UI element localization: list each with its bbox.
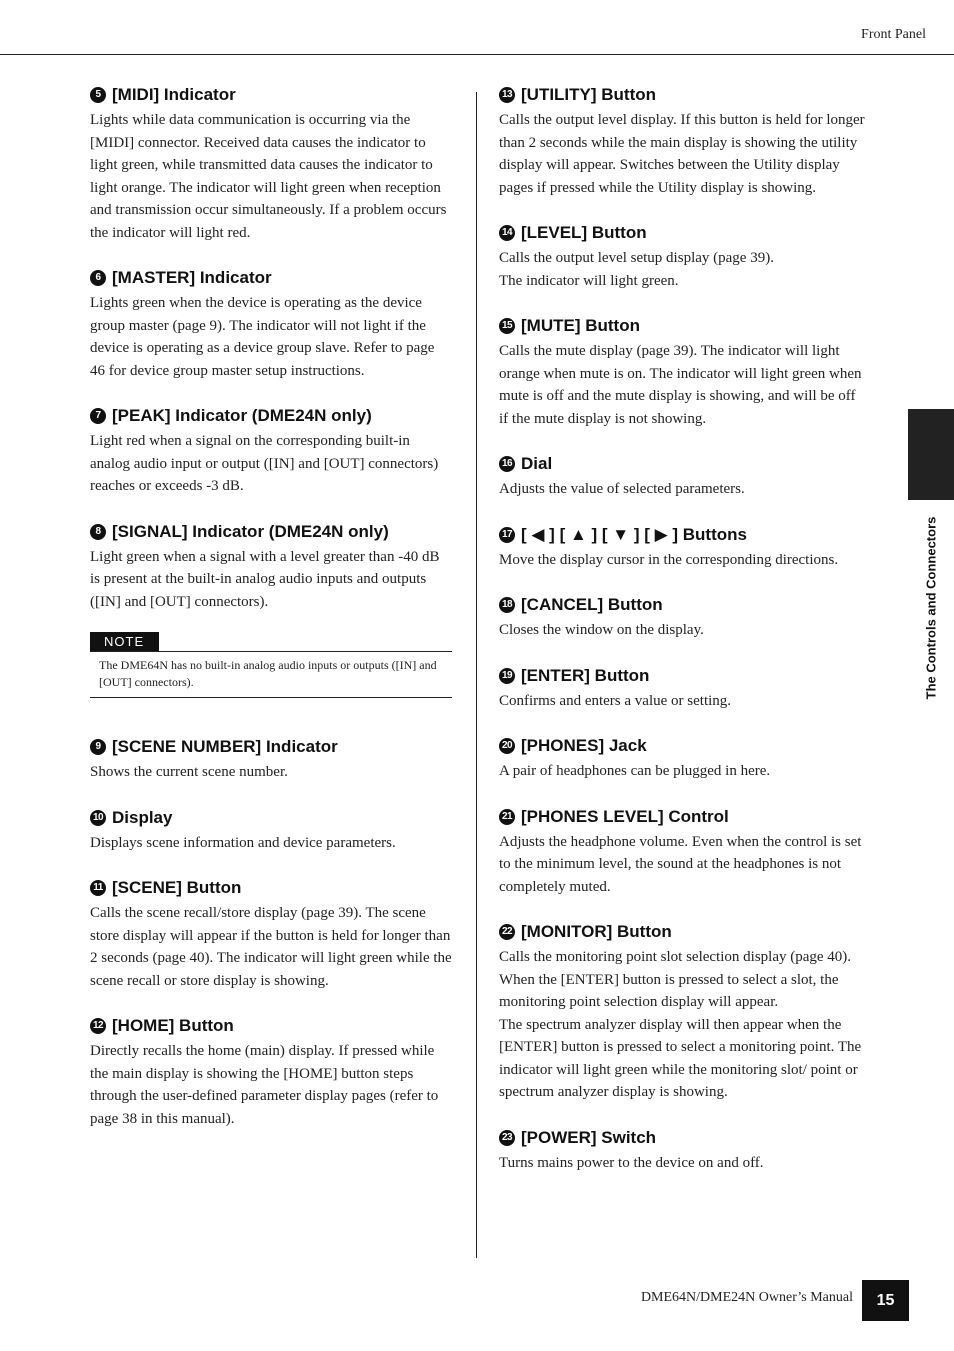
column-divider xyxy=(476,92,477,1258)
right-column xyxy=(499,84,867,1197)
number-badge: 22 xyxy=(499,924,515,940)
item-title: [SCENE] Button xyxy=(112,878,242,897)
item-title: [ENTER] Button xyxy=(521,665,650,685)
note-label: NOTE xyxy=(90,632,159,651)
item-level-button xyxy=(499,222,867,292)
item-body: Light red when a signal on the corresponding built-in analog audio input or output ([IN] and [OUT] connectors) reaches or exceeds -3 dB. xyxy=(90,433,439,494)
item-heading xyxy=(90,521,452,543)
item-body: Calls the scene recall/store display (page 39). The scene store display will appear if the button is held for longer than 2 seconds (page 40). The indicator will light green while the scene recall or store display is showing. xyxy=(90,905,452,989)
item-heading xyxy=(499,594,867,616)
note-header xyxy=(90,632,452,652)
left-column xyxy=(90,84,452,1153)
number-badge: 11 xyxy=(90,880,106,896)
number-badge: 18 xyxy=(499,597,515,613)
item-phones-jack xyxy=(499,735,867,783)
item-title: [ ◀ ] [ ▲ ] [ ▼ ] [ ▶ ] Buttons xyxy=(521,524,747,544)
item-title: [MIDI] Indicator xyxy=(112,85,236,104)
item-heading xyxy=(499,1127,867,1149)
number-badge: 21 xyxy=(499,809,515,825)
number-badge: 19 xyxy=(499,668,515,684)
item-home-button xyxy=(90,1015,452,1130)
item-title: [PHONES LEVEL] Control xyxy=(521,806,729,826)
item-title: [PHONES] Jack xyxy=(521,736,647,755)
running-header: Front Panel xyxy=(861,27,926,42)
section-tab-marker xyxy=(908,409,954,500)
item-title: [SIGNAL] Indicator (DME24N only) xyxy=(112,521,389,541)
item-body: Confirms and enters a value or setting. xyxy=(499,692,732,709)
item-heading xyxy=(499,222,867,244)
item-master-indicator xyxy=(90,267,452,382)
item-title: [PEAK] Indicator (DME24N only) xyxy=(112,406,372,425)
number-badge: 15 xyxy=(499,318,515,334)
item-body: Calls the output level setup display (page 39). xyxy=(499,250,774,266)
item-body: Shows the current scene number. xyxy=(90,764,288,780)
item-heading xyxy=(499,921,867,943)
item-title: [LEVEL] Button xyxy=(521,223,647,242)
item-body: Move the display cursor in the corresponding directions. xyxy=(499,551,839,568)
item-midi-indicator xyxy=(90,84,452,244)
item-monitor-button xyxy=(499,921,867,1104)
item-utility-button xyxy=(499,84,867,199)
item-body: Adjusts the headphone volume. Even when the control is set to the minimum level, the sound at the headphones is not completely muted. xyxy=(499,833,862,895)
item-body: Lights while data communication is occurring via the [MIDI] connector. Received data causes the indicator to light green, while transmitted data causes the indicator to light orange. The indicator will light green when reception and transmission occur simultaneously. If a problem occurs the indicator will light red. xyxy=(90,112,447,241)
item-heading xyxy=(499,84,867,106)
number-badge: 17 xyxy=(499,527,515,543)
item-peak-indicator xyxy=(90,405,452,498)
item-body: Turns mains power to the device on and off. xyxy=(499,1154,764,1171)
item-title: [POWER] Switch xyxy=(521,1127,657,1147)
number-badge: 10 xyxy=(90,810,106,826)
item-title: [CANCEL] Button xyxy=(521,595,663,614)
item-cursor-buttons xyxy=(499,524,867,572)
item-body: A pair of headphones can be plugged in here. xyxy=(499,763,771,779)
item-heading xyxy=(90,84,452,106)
number-badge: 20 xyxy=(499,738,515,754)
number-badge: 5 xyxy=(90,87,106,103)
item-body-2: The spectrum analyzer display will then appear when the [ENTER] button is pressed to select a monitoring point. The indicator will light green while the monitoring slot/ point or spectrum analyzer display is showing. xyxy=(499,1016,862,1100)
number-badge: 6 xyxy=(90,270,106,286)
item-scene-number-indicator xyxy=(90,736,452,784)
item-scene-button xyxy=(90,877,452,992)
item-heading xyxy=(499,524,867,546)
item-body: Adjusts the value of selected parameters. xyxy=(499,481,745,497)
note-box xyxy=(90,632,452,698)
number-badge: 13 xyxy=(499,87,515,103)
item-heading xyxy=(499,665,867,687)
item-heading xyxy=(499,735,867,757)
item-title: Dial xyxy=(521,454,553,473)
number-badge: 9 xyxy=(90,739,106,755)
item-title: Display xyxy=(112,807,173,827)
item-body: Calls the mute display (page 39). The indicator will light orange when mute is on. The indicator will light green when mute is off and the mute display is showing, and will be off if the mute display is not showing. xyxy=(499,343,862,427)
item-enter-button xyxy=(499,665,867,713)
item-body-2: The indicator will light green. xyxy=(499,272,679,289)
footer-manual-title: DME64N/DME24N Owner’s Manual xyxy=(640,1290,853,1305)
item-heading xyxy=(499,806,867,828)
number-badge: 8 xyxy=(90,524,106,540)
item-power-switch xyxy=(499,1127,867,1175)
item-heading xyxy=(90,405,452,427)
item-title: [SCENE NUMBER] Indicator xyxy=(112,737,338,756)
page-number: 15 xyxy=(862,1280,909,1321)
item-mute-button xyxy=(499,315,867,430)
item-heading xyxy=(499,315,867,337)
item-body: Lights green when the device is operating as the device group master (page 9). The indicator will not light if the device is operating as a device group slave. Refer to page 46 for device group master setup instructions. xyxy=(90,295,435,379)
item-heading xyxy=(90,267,452,289)
item-body: Displays scene information and device parameters. xyxy=(90,834,396,851)
item-title: [HOME] Button xyxy=(112,1016,234,1035)
header-rule xyxy=(0,54,954,55)
note-text: The DME64N has no built-in analog audio inputs or outputs ([IN] and [OUT] connectors). xyxy=(90,652,452,698)
item-body: Calls the output level display. If this button is held for longer than 2 seconds while the main display is showing the utility display will appear. Switches between the Utility display pages if pressed while the Utility display is showing. xyxy=(499,112,865,196)
item-body: Directly recalls the home (main) display. If pressed while the main display is showing the [HOME] button steps through the user-defined parameter display pages (refer to page 38 in this manual). xyxy=(90,1043,439,1127)
item-heading xyxy=(90,1015,452,1037)
item-body: Calls the monitoring point slot selection display (page 40). When the [ENTER] button is pressed to select a slot, the monitoring point selection display will appear. xyxy=(499,949,852,1010)
number-badge: 7 xyxy=(90,408,106,424)
item-heading xyxy=(499,453,867,475)
item-cancel-button xyxy=(499,594,867,642)
item-body: Light green when a signal with a level greater than -40 dB is present at the built-in analog audio inputs and outputs ([IN] and [OUT] connectors). xyxy=(90,548,440,610)
item-title: [MONITOR] Button xyxy=(521,922,672,941)
item-heading xyxy=(90,877,452,899)
item-title: [UTILITY] Button xyxy=(521,85,657,104)
item-heading xyxy=(90,736,452,758)
item-title: [MASTER] Indicator xyxy=(112,268,272,287)
item-body: Closes the window on the display. xyxy=(499,622,704,638)
item-dial xyxy=(499,453,867,501)
number-badge: 23 xyxy=(499,1130,515,1146)
number-badge: 16 xyxy=(499,456,515,472)
number-badge: 12 xyxy=(90,1018,106,1034)
item-title: [MUTE] Button xyxy=(521,316,640,335)
number-badge: 14 xyxy=(499,225,515,241)
item-phones-level-control xyxy=(499,806,867,899)
item-display xyxy=(90,807,452,855)
item-signal-indicator xyxy=(90,521,452,614)
section-tab-label: The Controls and Connectors xyxy=(923,516,939,700)
item-heading xyxy=(90,807,452,829)
